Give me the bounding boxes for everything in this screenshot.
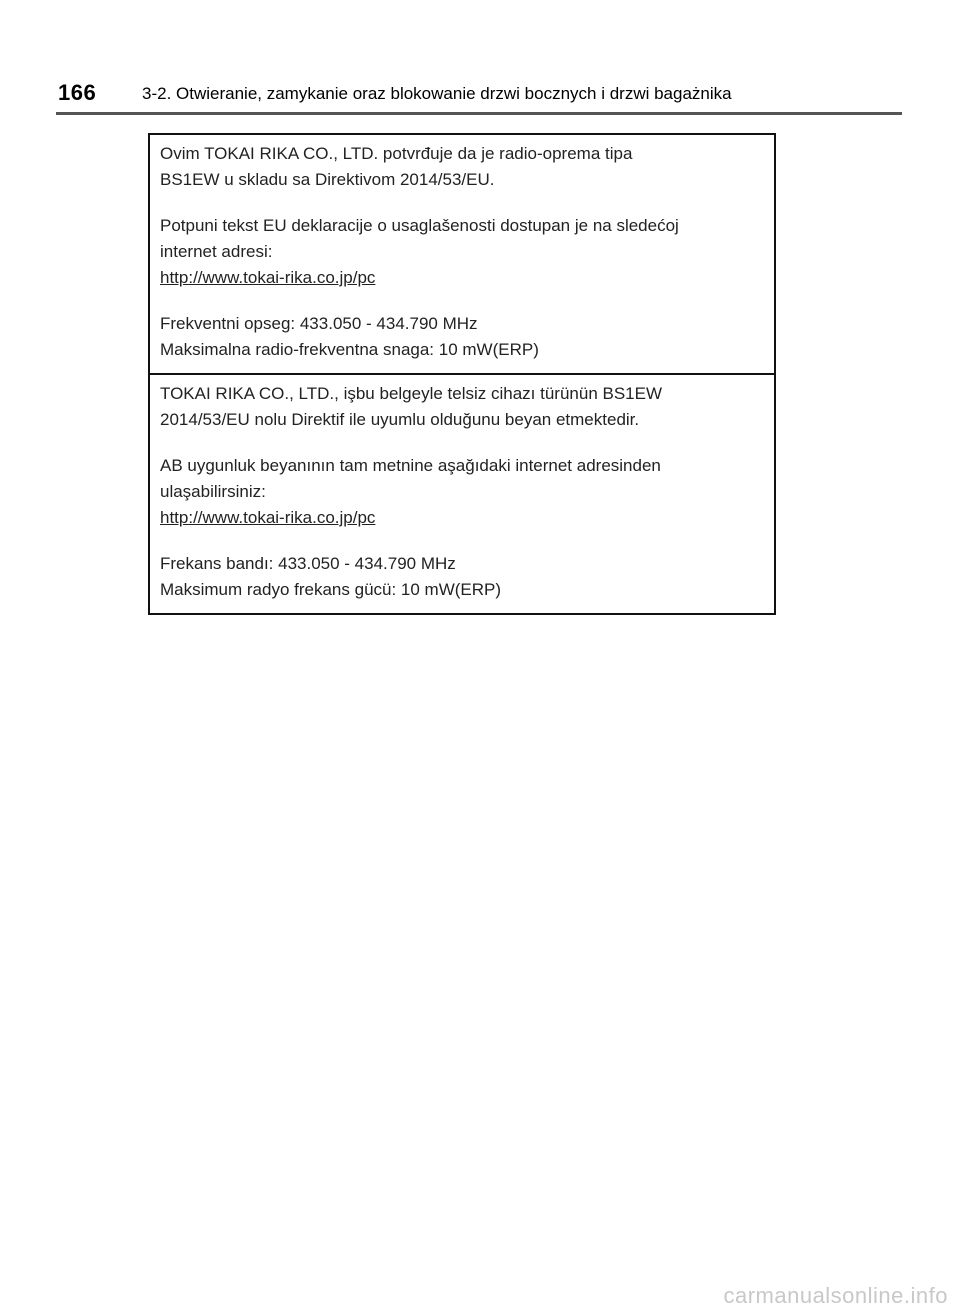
declaration-turkish [150, 373, 774, 613]
declaration-text: BS1EW u skladu sa Direktivom 2014/53/EU. [160, 170, 495, 189]
declaration-box [148, 133, 776, 615]
section-title: 3-2. Otwieranie, zamykanie oraz blokowanie drzwi bocznych i drzwi bagażnika [142, 84, 732, 103]
frequency-band: Frekans bandı: 433.050 - 434.790 MHz [160, 554, 456, 573]
frequency-band: Frekventni opseg: 433.050 - 434.790 MHz [160, 314, 478, 333]
declaration-text: ulaşabilirsiniz: [160, 482, 266, 501]
page-number: 166 [58, 80, 97, 105]
declaration-link[interactable]: http://www.tokai-rika.co.jp/pc [160, 508, 376, 527]
declaration-text: internet adresi: [160, 242, 273, 261]
watermark: carmanualsonline.info [723, 1283, 948, 1308]
declaration-serbian [150, 135, 774, 373]
header-rule-container [56, 0, 902, 116]
spacer [160, 291, 764, 311]
declaration-text: 2014/53/EU nolu Direktif ile uyumlu olduğunu beyan etmektedir. [160, 410, 640, 429]
max-power: Maksimalna radio-frekventna snaga: 10 mW(ERP) [160, 340, 539, 359]
declaration-text: Potpuni tekst EU deklaracije o usaglašenosti dostupan je na sledećoj [160, 216, 679, 235]
spacer [160, 433, 764, 453]
declaration-text: Ovim TOKAI RIKA CO., LTD. potvrđuje da je radio-oprema tipa [160, 144, 633, 163]
spacer [160, 193, 764, 213]
spacer [160, 531, 764, 551]
declaration-text: TOKAI RIKA CO., LTD., işbu belgeyle telsiz cihazı türünün BS1EW [160, 384, 663, 403]
declaration-text: AB uygunluk beyanının tam metnine aşağıdaki internet adresinden [160, 456, 661, 475]
max-power: Maksimum radyo frekans gücü: 10 mW(ERP) [160, 580, 502, 599]
declaration-link[interactable]: http://www.tokai-rika.co.jp/pc [160, 268, 376, 287]
header-rule [56, 112, 902, 115]
